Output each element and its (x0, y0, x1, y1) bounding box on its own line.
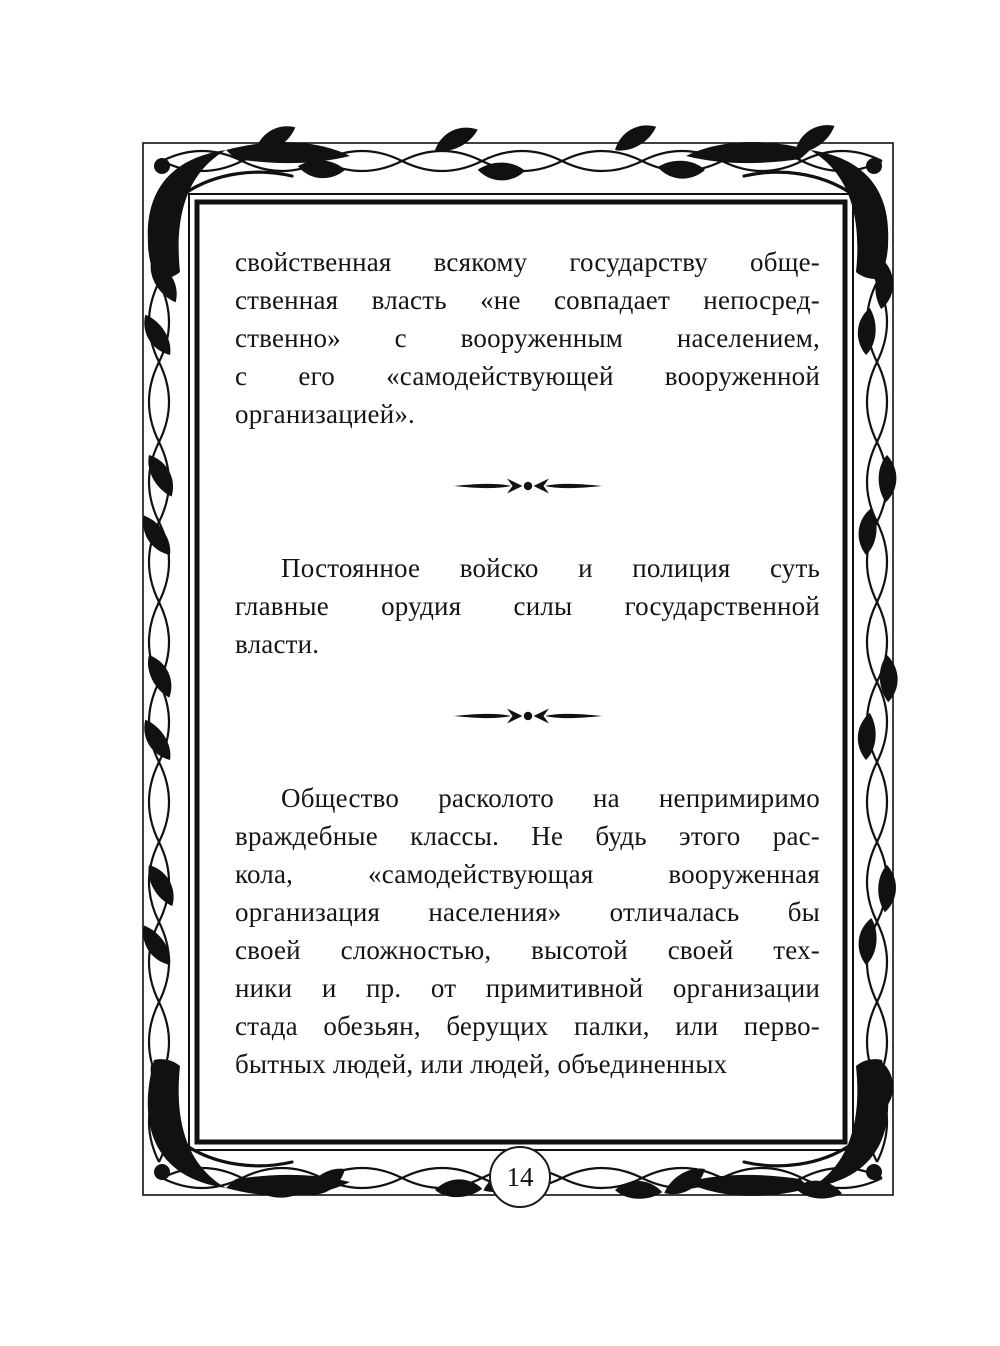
text-line: бытных людей, или людей, объединенных (235, 1049, 728, 1079)
paragraph (235, 779, 820, 1083)
text-line: Общество расколото на непримиримо (281, 783, 820, 813)
text-line: свойственная всякому государству обще- (235, 247, 820, 277)
text-line: власти. (235, 629, 320, 659)
section-divider-ornament (453, 473, 603, 499)
page-number: 14 (506, 1161, 534, 1192)
paragraph (235, 549, 820, 663)
text-line: ственная власть «не совпадает непосред- (235, 285, 820, 315)
section-divider-ornament (453, 703, 603, 729)
text-line: организация населения» отличалась бы (235, 897, 820, 927)
text-line: кола, «самодействующая вооруженная (235, 859, 820, 889)
text-line: своей сложностью, высотой своей тех- (235, 935, 820, 965)
text-line: стада обезьян, берущих палки, или перво- (235, 1011, 820, 1041)
text-line: Постоянное войско и полиция суть (281, 553, 820, 583)
text-line: ственно» с вооруженным населением, (235, 323, 820, 353)
text-block (235, 243, 820, 1083)
text-line: главные орудия силы государственной (235, 591, 820, 621)
page-number-badge (489, 1146, 551, 1208)
text-line: организацией». (235, 399, 415, 429)
text-line: ники и пр. от примитивной организации (235, 973, 820, 1003)
text-line: с его «самодействующей вооруженной (235, 361, 820, 391)
text-line: враждебные классы. Не будь этого рас- (235, 821, 820, 851)
paragraph (235, 243, 820, 433)
